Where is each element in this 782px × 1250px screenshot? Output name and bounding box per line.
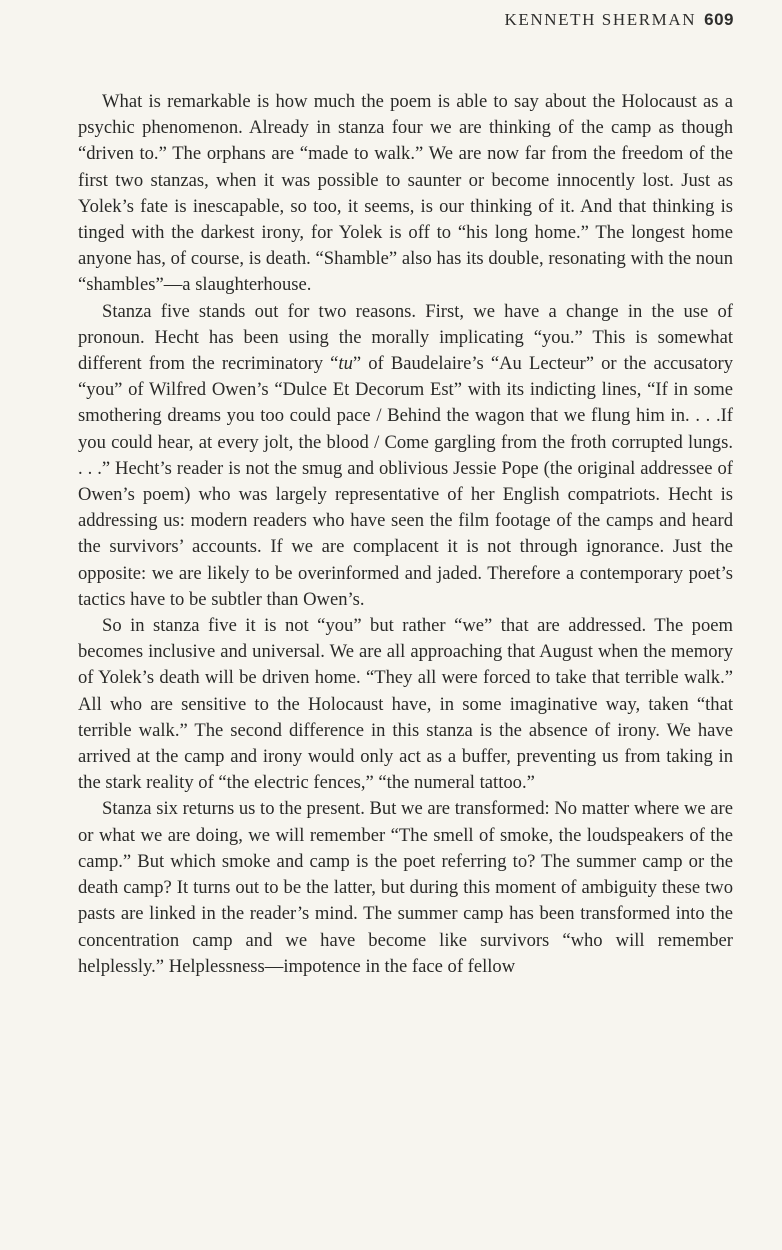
paragraph-3: So in stanza five it is not “you” but rather “we” that are addressed. The poem becomes inclusive and universal. We are all approaching that August when the memory of Yolek’s death will be driven home. “They all were forced to take that terrible walk.” All who are sensitive to the Holocaust have, in some imaginative way, taken “that terrible walk.” The second difference in this stanza is the absence of irony. We have arrived at the camp and irony would only act as a buffer, preventing us from taking in the stark reality of “the electric fences,” “the numeral tattoo.” xyxy=(78,615,733,794)
italic-tu: tu xyxy=(338,353,353,375)
body-text xyxy=(78,89,733,980)
paragraph-4: Stanza six returns us to the present. But we are transformed: No matter where we are or what we are doing, we will remember “The smell of smoke, the loudspeakers of the camp.” But which smoke and camp is the poet referring to? The summer camp or the death camp? It turns out to be the latter, but during this moment of ambiguity these two pasts are linked in the reader’s mind. The summer camp has been transformed into the concentration camp and we have become like survivors “who will remember helplessly.” Helplessness—impotence in the face of fellow xyxy=(78,798,733,977)
paragraph-2-part-1: Stanza five stands out for two reasons. First, we have a change in the use of pronoun. Hecht has been using the morally implicating “you.” This is somewhat different from the recriminatory “ xyxy=(78,300,733,375)
paragraph-2 xyxy=(78,299,733,613)
page-number: 609 xyxy=(704,10,734,29)
running-head-author: KENNETH SHERMAN xyxy=(504,10,697,29)
running-head xyxy=(504,10,734,30)
paragraph-2-part-2: ” of Baudelaire’s “Au Lecteur” or the accusatory “you” of Wilfred Owen’s “Dulce Et Decorum Est” with its indicting lines, “If in some smothering dreams you too could pace / Behind the wagon that we flung him in. . . .If you could hear, at every jolt, the blood / Come gargling from the froth corrupted lungs. . . .” Hecht’s reader is not the smug and oblivious Jessie Pope (the original addressee of Owen’s poem) who was largely representative of her English compatriots. Hecht is addressing us: modern readers who have seen the film footage of the camps and heard the survivors’ accounts. If we are complacent it is not through ignorance. Just the opposite: we are likely to be overinformed and jaded. Therefore a contemporary poet’s tactics have to be subtler than Owen’s. xyxy=(78,353,734,610)
paragraph-1: What is remarkable is how much the poem is able to say about the Holocaust as a psychic phenomenon. Already in stanza four we are thinking of the camp as though “driven to.” The orphans are “made to walk.” We are now far from the freedom of the first two stanzas, when it was possible to saunter or become innocently lost. Just as Yolek’s fate is inescapable, so too, it seems, is our thinking of it. And that thinking is tinged with the darkest irony, for Yolek is off to “his long home.” The longest home anyone has, of course, is death. “Shamble” also has its double, resonating with the noun “shambles”—a slaughterhouse. xyxy=(78,91,733,296)
